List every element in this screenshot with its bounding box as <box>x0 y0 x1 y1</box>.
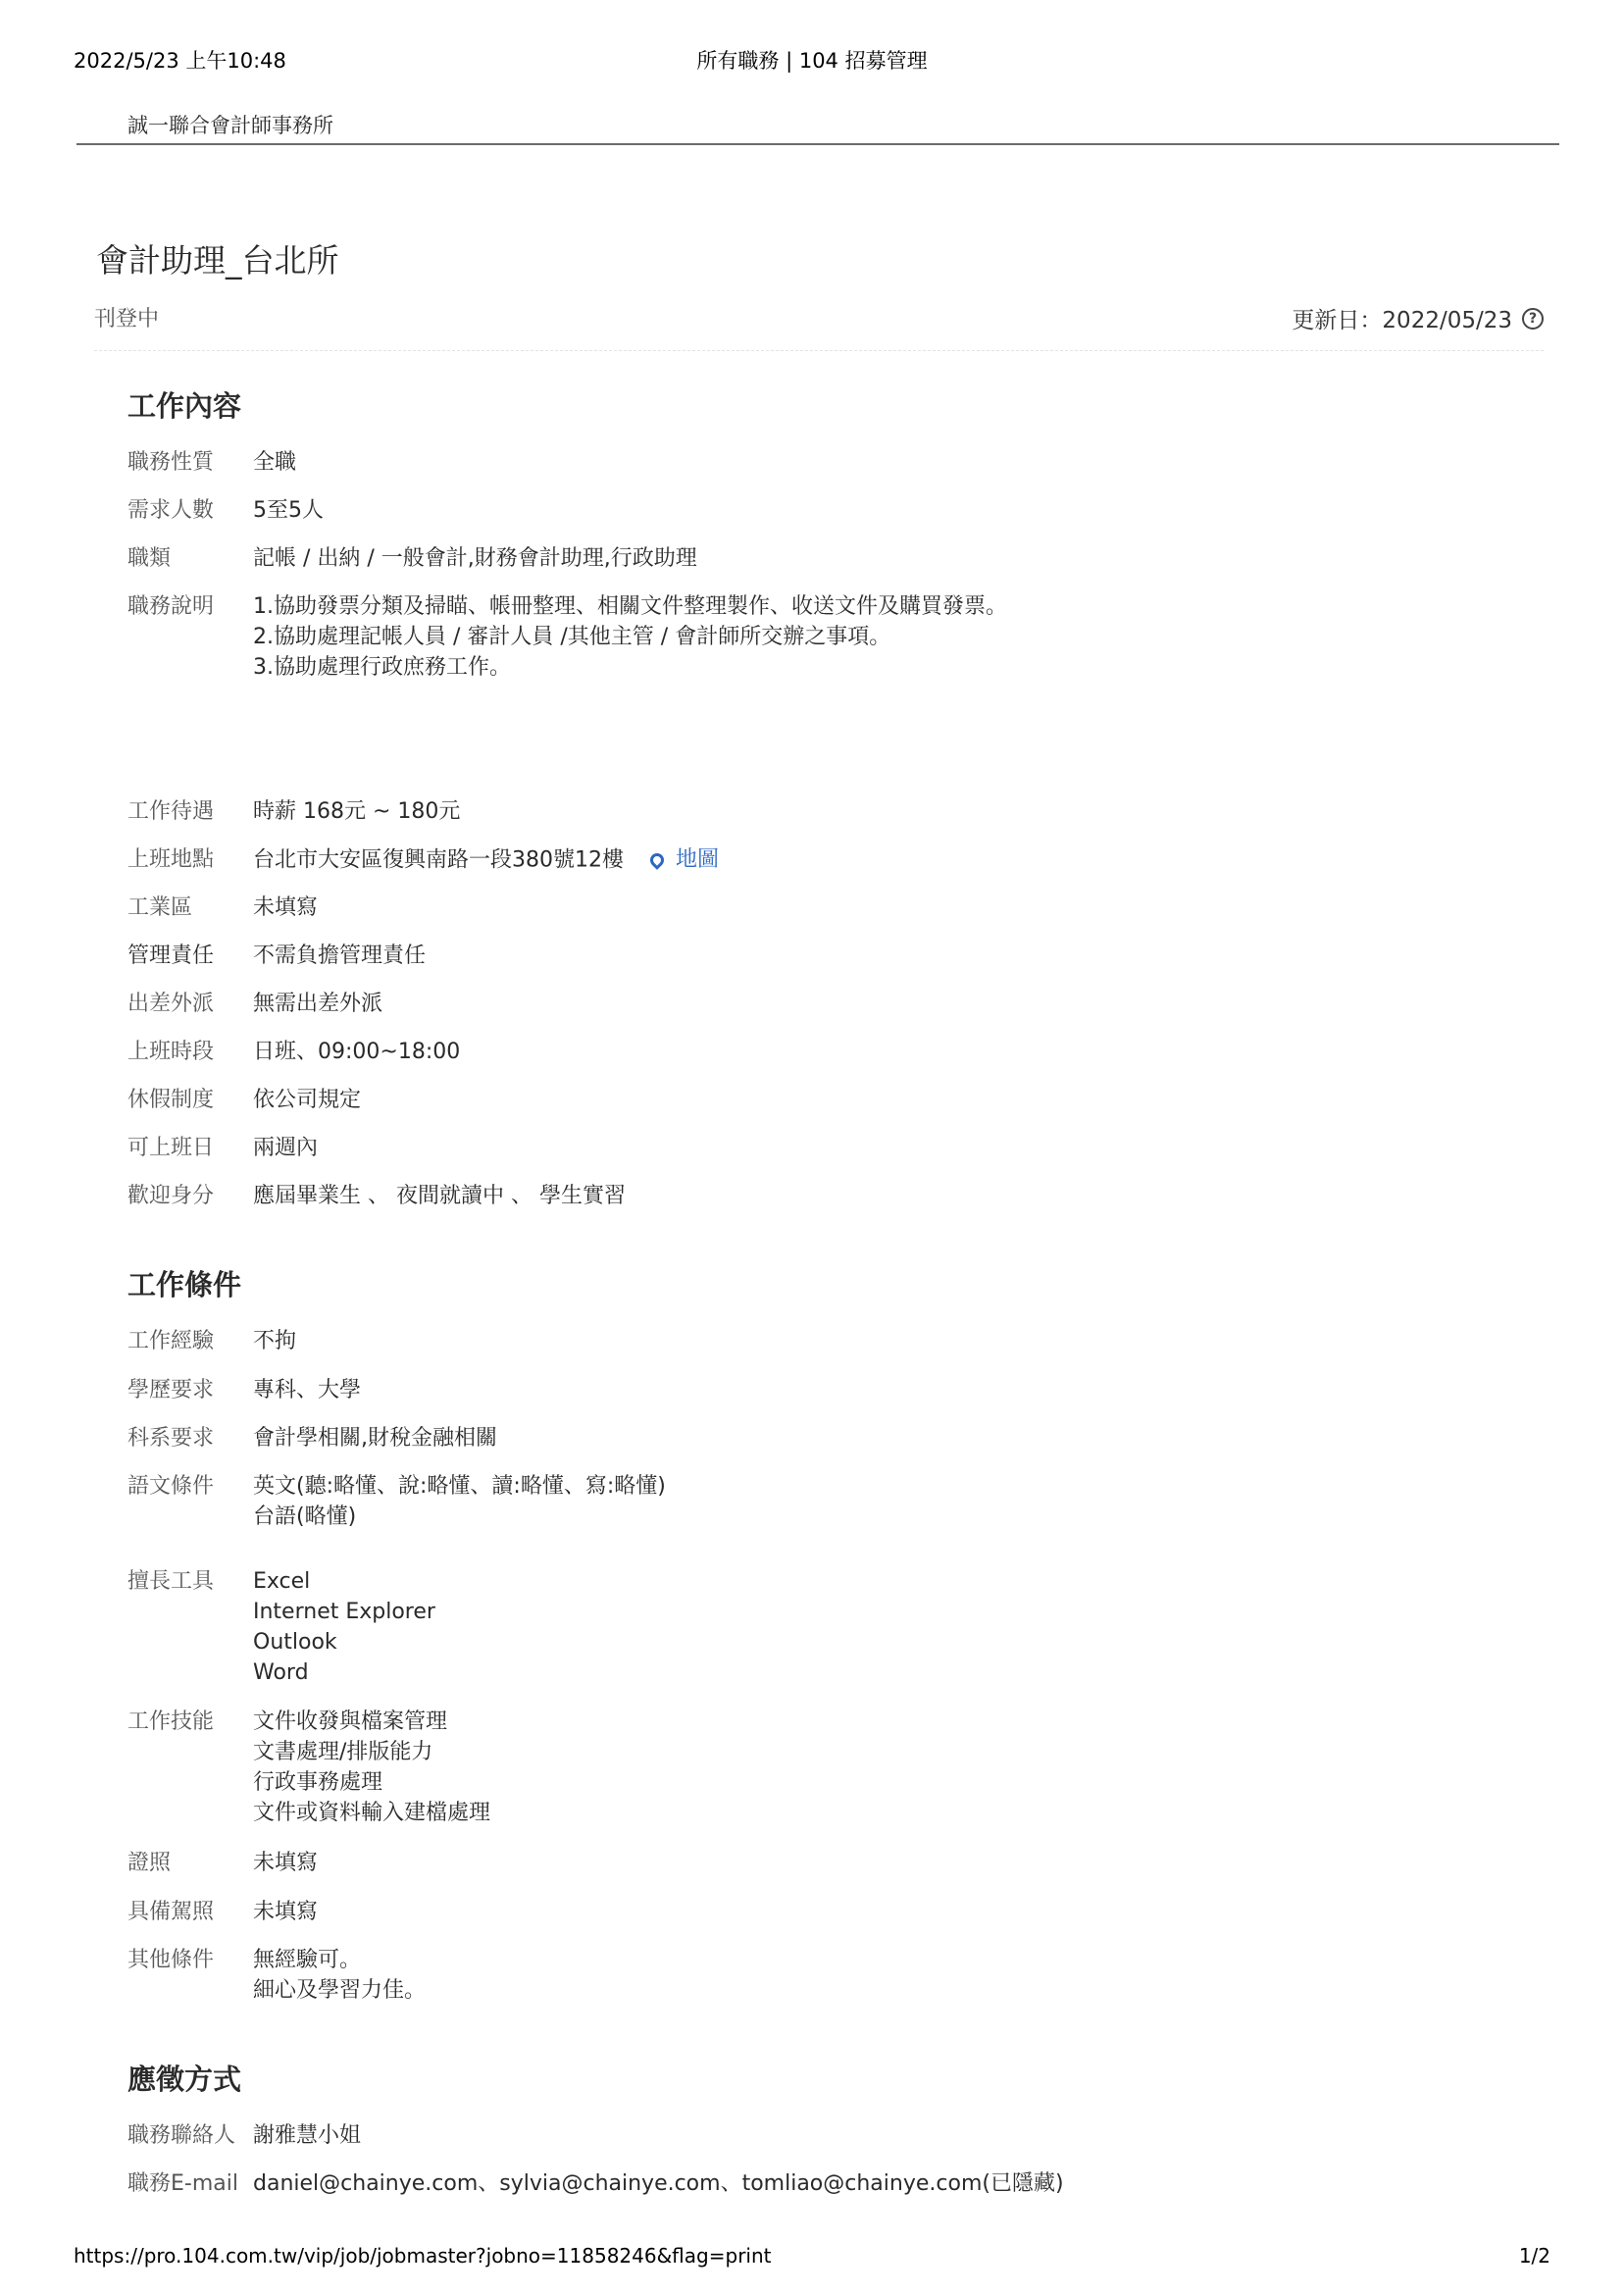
row-label: 需求人數 <box>127 498 215 523</box>
row-label: 職類 <box>127 546 172 571</box>
row-skills <box>127 1707 1565 1828</box>
row-tools <box>127 1566 1565 1688</box>
row-headcount <box>127 495 1565 526</box>
row-value: 依公司規定 <box>253 1088 362 1112</box>
row-email <box>127 2168 1565 2199</box>
print-datetime: 2022/5/23 上午10:48 <box>74 49 286 73</box>
row-category <box>127 543 1565 574</box>
row-identity <box>127 1181 1565 1211</box>
row-label: 管理責任 <box>127 943 215 968</box>
row-value: 不需負擔管理責任 <box>253 943 427 968</box>
row-value <box>253 844 719 876</box>
location-address: 台北市大安區復興南路一段380號12樓 <box>253 847 624 873</box>
row-location <box>127 844 1565 876</box>
row-language <box>127 1471 1565 1532</box>
tool-line: Outlook <box>253 1630 337 1655</box>
row-label: 科系要求 <box>127 1426 215 1451</box>
row-value: 應屆畢業生 、 夜間就讀中 、 學生實習 <box>253 1184 626 1208</box>
row-start <box>127 1133 1565 1163</box>
row-experience <box>127 1326 1565 1356</box>
row-label: 學歷要求 <box>127 1378 215 1402</box>
row-hours <box>127 1037 1565 1067</box>
map-link[interactable] <box>650 844 719 875</box>
row-value: 時薪 168元 ~ 180元 <box>253 799 461 824</box>
skill-line: 文件收發與檔案管理 <box>253 1709 448 1734</box>
row-travel <box>127 989 1565 1019</box>
row-label: 歡迎身分 <box>127 1184 215 1208</box>
update-date <box>1292 302 1544 334</box>
map-link-label: 地圖 <box>676 847 720 872</box>
row-value: 日班、09:00~18:00 <box>253 1040 461 1064</box>
row-major <box>127 1423 1565 1453</box>
description-line: 2.協助處理記帳人員 / 審計人員 /其他主管 / 會計師所交辦之事項。 <box>253 625 891 649</box>
row-value <box>253 1707 490 1828</box>
row-value: 謝雅慧小姐 <box>253 2123 362 2148</box>
tool-line: Word <box>253 1660 309 1685</box>
row-value[interactable]: daniel@chainye.com、sylvia@chainye.com、tomliao@chainye.com(已隱藏) <box>253 2171 1064 2196</box>
job-status-row <box>94 302 1544 351</box>
row-value <box>253 1566 435 1688</box>
tool-line: Excel <box>253 1569 311 1594</box>
row-management <box>127 941 1565 971</box>
row-label: 上班地點 <box>127 847 215 872</box>
row-value: 兩週內 <box>253 1136 319 1160</box>
row-value: 未填寫 <box>253 1851 319 1875</box>
row-label: 休假制度 <box>127 1088 215 1112</box>
row-label: 工作待遇 <box>127 799 215 824</box>
section-apply: 應徵方式 <box>127 2063 242 2096</box>
row-label: 上班時段 <box>127 1040 215 1064</box>
row-value: 無需出差外派 <box>253 992 383 1016</box>
row-value <box>253 591 1007 683</box>
row-label: 可上班日 <box>127 1136 215 1160</box>
other-line: 無經驗可。 <box>253 1948 362 1972</box>
print-page-title: 所有職務 | 104 招募管理 <box>696 49 928 73</box>
row-value: 未填寫 <box>253 895 319 920</box>
row-driving <box>127 1897 1565 1927</box>
row-label: 工業區 <box>127 895 193 920</box>
print-footer <box>74 2244 1550 2271</box>
description-line: 1.協助發票分類及掃瞄、帳冊整理、相關文件整理製作、收送文件及購買發票。 <box>253 594 1007 619</box>
row-label: 工作經驗 <box>127 1329 215 1353</box>
tool-line: Internet Explorer <box>253 1600 435 1624</box>
help-icon[interactable]: ? <box>1522 308 1544 330</box>
skill-line: 文件或資料輸入建檔處理 <box>253 1801 491 1825</box>
row-label: 具備駕照 <box>127 1900 215 1924</box>
row-label: 工作技能 <box>127 1709 215 1734</box>
row-value: 記帳 / 出納 / 一般會計,財務會計助理,行政助理 <box>253 546 697 571</box>
row-label: 證照 <box>127 1851 172 1875</box>
company-bar <box>76 110 1559 145</box>
row-label: 語文條件 <box>127 1474 215 1499</box>
row-holiday <box>127 1085 1565 1115</box>
description-line: 3.協助處理行政庶務工作。 <box>253 655 511 680</box>
row-other <box>127 1945 1565 2006</box>
row-salary <box>127 796 1565 827</box>
row-label: 擅長工具 <box>127 1569 215 1594</box>
row-industrial-zone <box>127 892 1565 923</box>
row-value <box>253 1945 426 2006</box>
other-line: 細心及學習力佳。 <box>253 1978 427 2003</box>
section-job-conditions: 工作條件 <box>127 1268 242 1301</box>
company-name[interactable]: 誠一聯合會計師事務所 <box>127 114 333 137</box>
row-contact <box>127 2120 1565 2151</box>
row-license <box>127 1848 1565 1878</box>
row-label: 出差外派 <box>127 992 215 1016</box>
row-value: 專科、大學 <box>253 1378 362 1402</box>
row-label: 其他條件 <box>127 1948 215 1972</box>
row-description <box>127 591 1565 683</box>
skill-line: 文書處理/排版能力 <box>253 1740 433 1764</box>
skill-line: 行政事務處理 <box>253 1770 383 1795</box>
print-url: https://pro.104.com.tw/vip/job/jobmaster?jobno=11858246&flag=print <box>74 2244 772 2268</box>
row-label: 職務性質 <box>127 450 215 475</box>
row-value: 未填寫 <box>253 1900 319 1924</box>
row-education <box>127 1375 1565 1405</box>
row-value <box>253 1471 666 1532</box>
language-line: 台語(略懂) <box>253 1504 357 1529</box>
job-title: 會計助理_台北所 <box>96 241 339 280</box>
section-job-content: 工作內容 <box>127 389 242 423</box>
map-pin-icon <box>647 850 667 870</box>
page-number: 1/2 <box>1518 2244 1550 2268</box>
row-nature <box>127 447 1565 478</box>
row-value: 全職 <box>253 450 297 475</box>
row-value: 5至5人 <box>253 498 324 523</box>
job-status: 刊登中 <box>94 307 160 331</box>
row-label: 職務說明 <box>127 594 215 619</box>
print-header <box>74 45 1550 75</box>
row-value: 不拘 <box>253 1329 297 1353</box>
row-value: 會計學相關,財稅金融相關 <box>253 1426 497 1451</box>
row-label: 職務E-mail <box>127 2171 238 2196</box>
language-line: 英文(聽:略懂、說:略懂、讀:略懂、寫:略懂) <box>253 1474 666 1499</box>
update-date-text: 更新日：2022/05/23 <box>1292 308 1512 333</box>
row-label: 職務聯絡人 <box>127 2123 236 2148</box>
